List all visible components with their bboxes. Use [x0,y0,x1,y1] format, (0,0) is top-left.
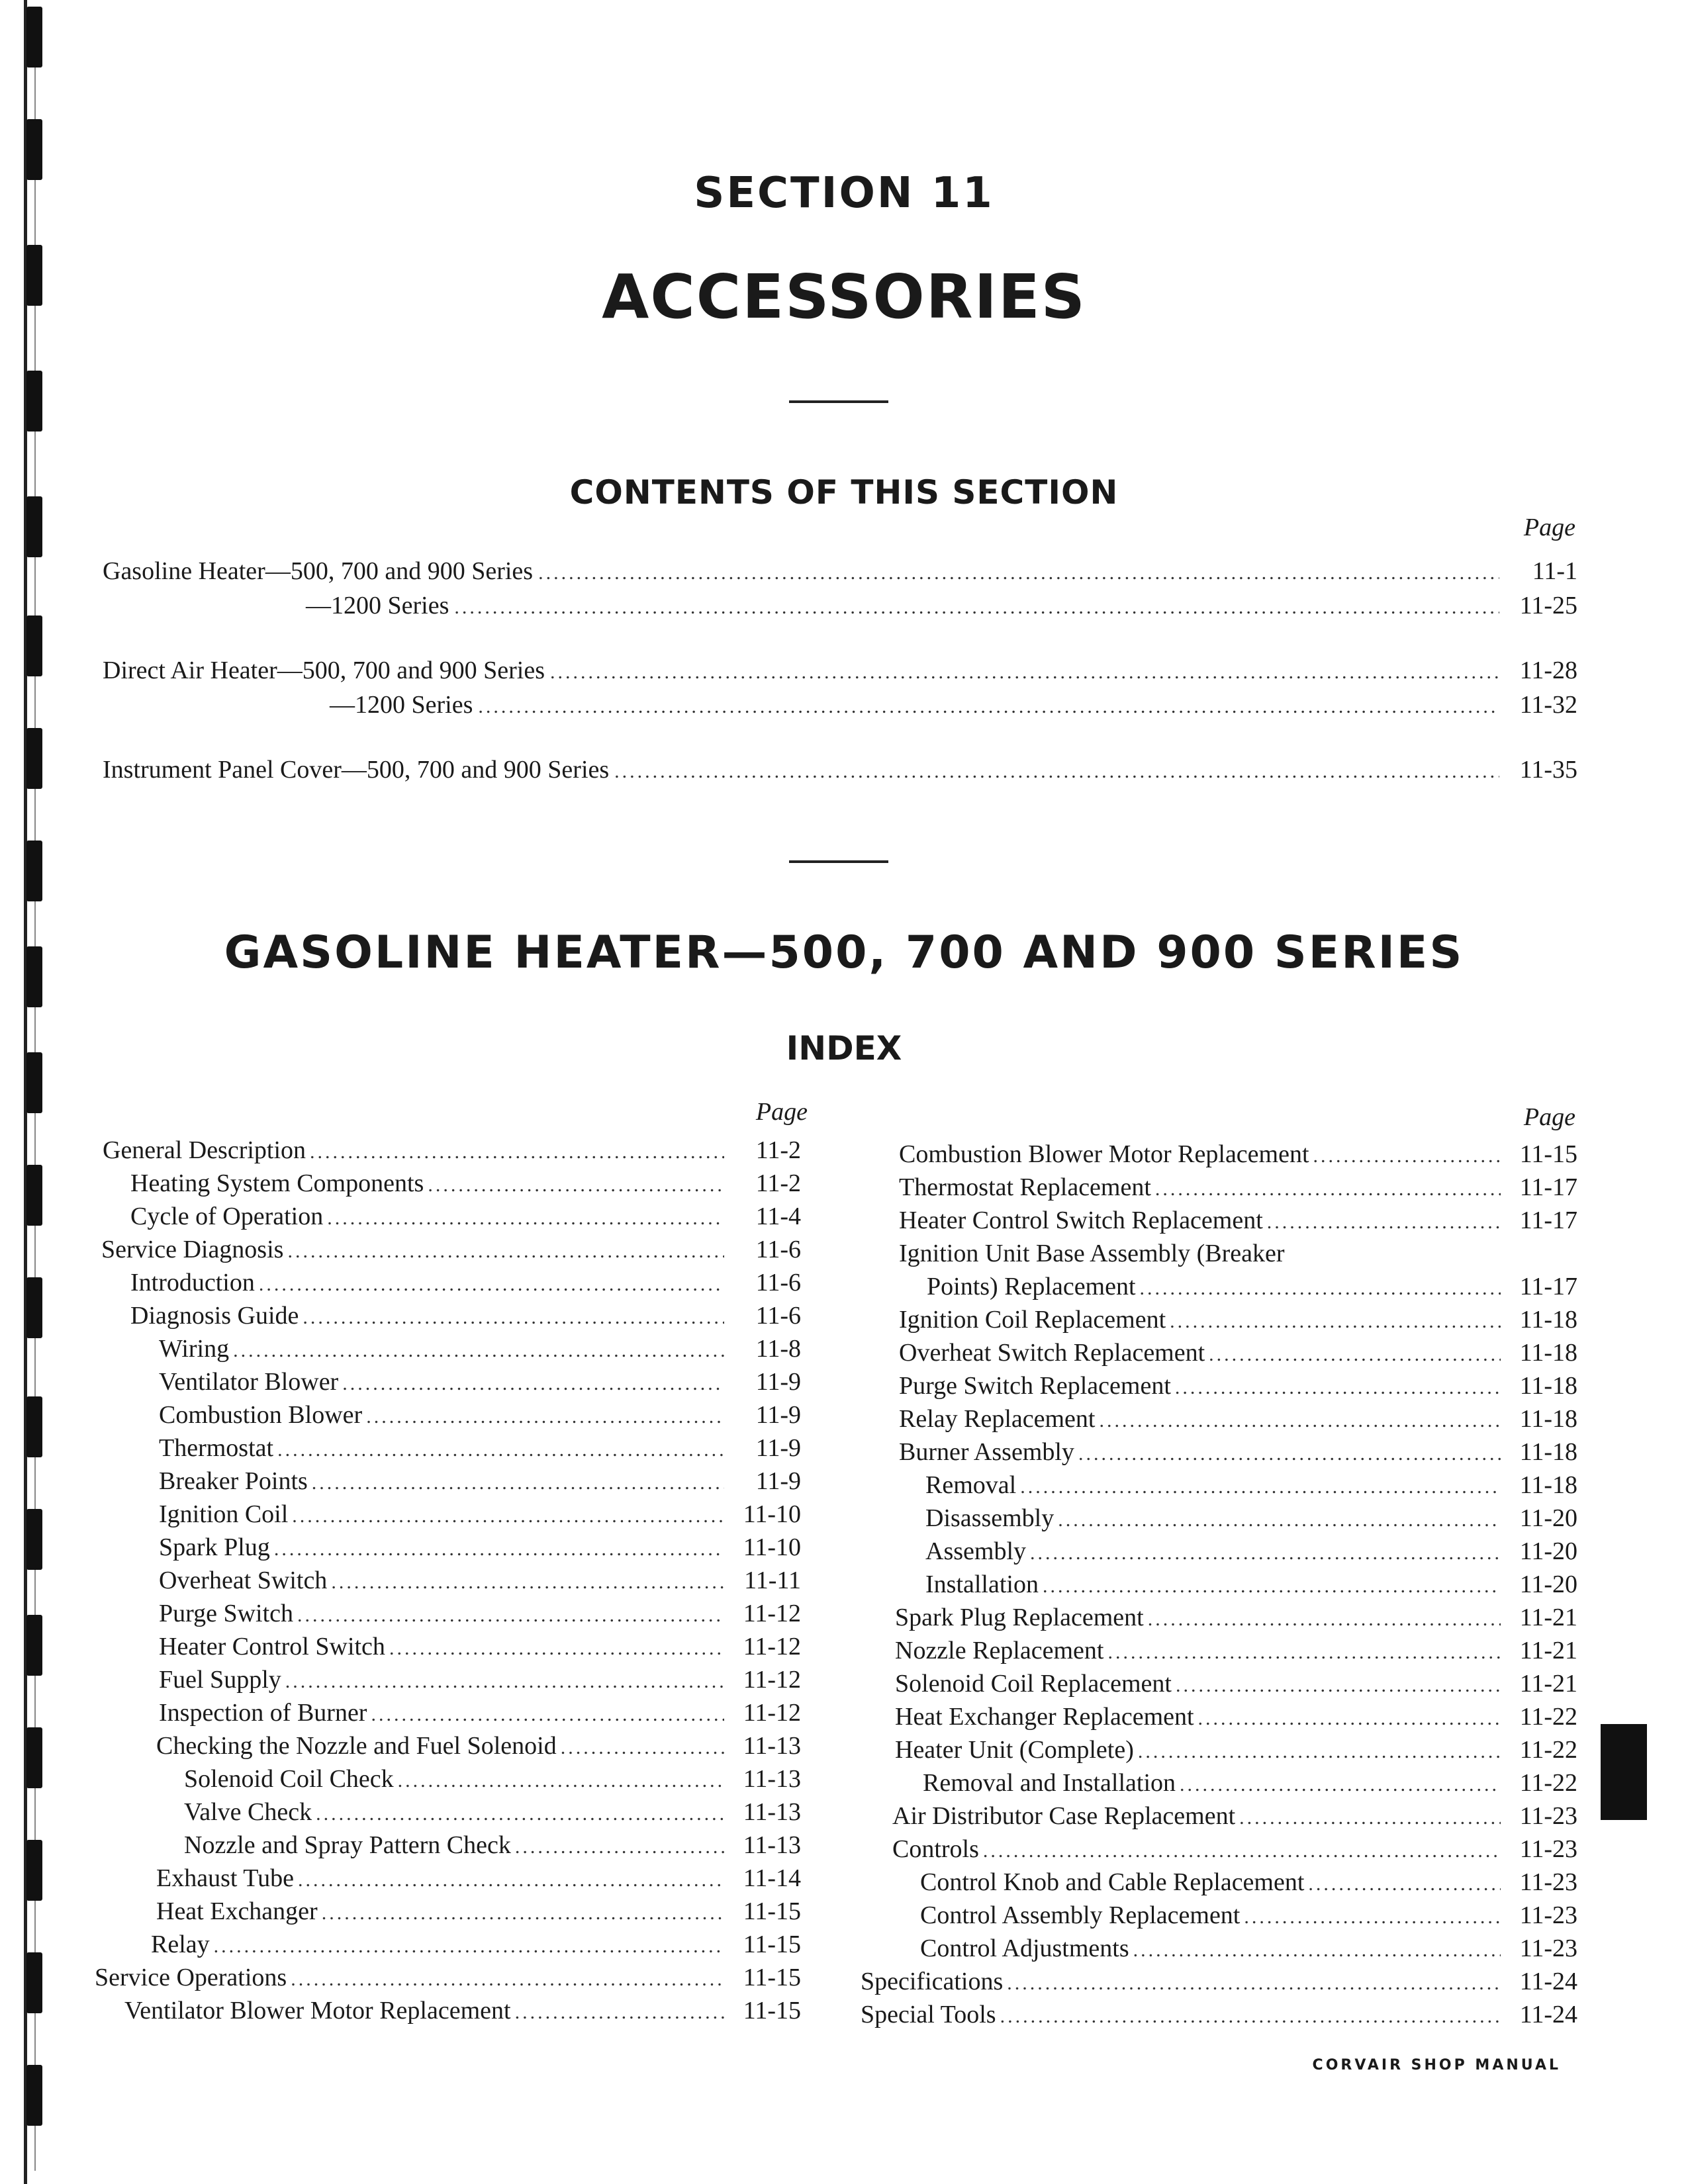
contents-page-label: Page [1523,514,1575,541]
section-title: ACCESSORIES [602,261,1086,332]
index-entry[interactable] [156,1862,801,1896]
leader-dots [312,1467,724,1499]
index-entry[interactable] [159,1399,801,1433]
index-entry-page: 11-22 [1519,1769,1577,1797]
leader-dots [428,1169,724,1201]
index-entry-label: Heater Control Switch Replacement [899,1206,1263,1234]
index-entry-page: 11-13 [743,1798,801,1826]
leader-dots [983,1835,1501,1867]
index-entry[interactable] [899,1138,1577,1172]
leader-dots [1020,1471,1501,1503]
index-entry[interactable] [899,1238,1577,1269]
leader-dots [1140,1273,1501,1304]
leader-dots [371,1699,724,1731]
index-entry-label: Points) Replacement [927,1273,1136,1300]
index-page-label-left: Page [755,1098,808,1126]
index-entry-page: 11-20 [1519,1504,1577,1532]
index-entry-label: Specifications [861,1968,1004,1995]
contents-entry-label: —1200 Series [306,592,449,619]
index-entry-page: 11-17 [1519,1206,1577,1234]
index-entry-label: Combustion Blower [159,1401,363,1429]
index-entry-page: 11-14 [743,1864,801,1892]
leader-dots [214,1931,724,1962]
index-entry-label: Relay [151,1931,210,1958]
page-footer: CORVAIR SHOP MANUAL [1312,2057,1561,2073]
leader-dots [1244,1901,1501,1933]
index-entry-label: Assembly [925,1537,1026,1565]
index-entry-label: Diagnosis Guide [130,1302,299,1330]
index-entry[interactable] [159,1366,801,1400]
binding-tab [26,615,42,676]
index-entry[interactable] [899,1436,1577,1470]
index-entry-label: Overheat Switch [159,1567,328,1594]
contents-entry[interactable] [330,690,1577,722]
leader-dots [454,592,1499,623]
index-entry-page: 11-23 [1519,1901,1577,1929]
leader-dots [310,1136,724,1168]
divider-rule [789,860,888,863]
index-entry-page: 11-15 [743,1897,801,1925]
index-entry[interactable] [895,1734,1577,1768]
index-entry-label: Inspection of Burner [159,1699,367,1727]
index-entry-label: Heater Unit (Complete) [895,1736,1134,1764]
leader-dots [561,1732,724,1764]
leader-dots [342,1368,724,1400]
binding-tab [26,1615,42,1676]
index-entry[interactable] [927,1271,1577,1304]
contents-entry-page: 11-28 [1519,657,1577,684]
index-entry-page: 11-15 [1519,1140,1577,1168]
index-entry-label: Air Distributor Case Replacement [892,1802,1236,1830]
index-entry-page: 11-9 [755,1401,801,1429]
leader-dots [297,1600,724,1631]
binding-tab [26,1509,42,1570]
index-entry[interactable] [923,1767,1577,1801]
index-entry-page: 11-20 [1519,1570,1577,1598]
index-entry-label: Valve Check [184,1798,312,1826]
index-entry-page: 11-21 [1519,1604,1577,1631]
index-entry[interactable] [895,1602,1577,1635]
contents-entry[interactable] [103,655,1577,688]
index-entry[interactable] [159,1697,801,1731]
index-entry-page: 11-12 [743,1666,801,1694]
index-entry[interactable] [925,1535,1577,1569]
index-entry[interactable] [184,1763,801,1797]
index-entry-page: 11-6 [755,1236,801,1263]
index-entry-label: Exhaust Tube [156,1864,294,1892]
index-entry-page: 11-11 [744,1567,801,1594]
index-entry[interactable] [95,1962,801,1995]
contents-entry-page: 11-35 [1519,756,1577,784]
leader-dots [1155,1173,1501,1205]
index-entry-label: Overheat Switch Replacement [899,1339,1205,1367]
index-entry[interactable] [899,1171,1577,1205]
contents-entry-page: 11-25 [1519,592,1577,619]
index-entry[interactable] [159,1333,801,1367]
index-entry-label: Special Tools [861,2001,996,2028]
index-entry-label: Heat Exchanger Replacement [895,1703,1194,1731]
index-entry-label: Control Adjustments [920,1934,1129,1962]
index-entry-page: 11-12 [743,1699,801,1727]
index-entry-page: 11-23 [1519,1835,1577,1863]
index-entry-label: General Description [103,1136,306,1164]
index-entry-label: Disassembly [925,1504,1055,1532]
index-entry[interactable] [130,1300,801,1334]
leader-dots [291,1964,724,1995]
contents-entry[interactable] [103,556,1577,588]
index-entry-page: 11-18 [1519,1471,1577,1499]
index-entry-page: 11-21 [1519,1670,1577,1698]
index-entry-label: Checking the Nozzle and Fuel Solenoid [156,1732,557,1760]
leader-dots [515,1831,724,1863]
leader-dots [1209,1339,1501,1371]
leader-dots [1058,1504,1501,1536]
index-entry-page: 11-22 [1519,1703,1577,1731]
index-entry-page: 11-18 [1519,1405,1577,1433]
index-entry-label: Removal and Installation [923,1769,1176,1797]
index-entry-label: Ventilator Blower [159,1368,339,1396]
index-entry[interactable] [130,1167,801,1201]
index-entry[interactable] [184,1796,801,1830]
index-entry-page: 11-9 [755,1434,801,1462]
leader-dots [1000,2001,1501,2032]
index-entry-label: Thermostat [159,1434,274,1462]
index-entry[interactable] [861,1999,1577,2032]
index-entry[interactable] [159,1664,801,1698]
leader-dots [550,657,1499,688]
leader-dots [1030,1537,1501,1569]
binding-tab [26,2065,42,2126]
section-thumb-tab [1601,1724,1647,1820]
index-entry-page: 11-18 [1519,1339,1577,1367]
leader-dots [277,1434,724,1466]
index-entry-label: Purge Switch Replacement [899,1372,1171,1400]
index-entry-label: Heat Exchanger [156,1897,318,1925]
index-entry[interactable] [159,1598,801,1631]
index-entry-page: 11-13 [743,1732,801,1760]
leader-dots [1313,1140,1501,1172]
leader-dots [298,1864,724,1896]
index-entry[interactable] [925,1469,1577,1503]
leader-dots [1308,1868,1501,1900]
leader-dots [515,1997,724,2028]
binding-tab [26,1165,42,1226]
leader-dots [1175,1372,1501,1404]
index-entry-label: Control Knob and Cable Replacement [920,1868,1305,1896]
leader-dots [538,558,1499,588]
index-entry-page: 11-10 [743,1500,801,1528]
leader-dots [316,1798,724,1830]
index-entry-page: 11-8 [755,1335,801,1363]
index-entry-page: 11-18 [1519,1306,1577,1334]
index-entry[interactable] [861,1966,1577,1999]
index-entry-page: 11-24 [1519,2001,1577,2028]
binding-tab [26,728,42,789]
index-entry[interactable] [159,1631,801,1664]
index-entry[interactable] [103,1134,801,1168]
index-entry-label: Thermostat Replacement [899,1173,1151,1201]
leader-dots [1180,1769,1501,1801]
leader-dots [287,1236,724,1267]
contents-entry-label: —1200 Series [330,691,473,719]
index-entry[interactable] [130,1267,801,1300]
index-entry-label: Relay Replacement [899,1405,1096,1433]
leader-dots [1138,1736,1501,1768]
leader-dots [478,692,1499,722]
leader-dots [1176,1670,1501,1702]
index-entry[interactable] [920,1866,1577,1900]
leader-dots [1043,1570,1501,1602]
index-entry-page: 11-18 [1519,1438,1577,1466]
index-entry[interactable] [159,1432,801,1466]
gasoline-heater-heading: GASOLINE HEATER—500, 700 AND 900 SERIES [224,927,1464,979]
index-entry-page: 11-4 [755,1203,801,1230]
contents-entry[interactable] [306,590,1577,623]
contents-entry-page: 11-32 [1519,691,1577,719]
leader-dots [292,1500,724,1532]
index-entry-label: Installation [925,1570,1039,1598]
leader-dots [1078,1438,1501,1470]
index-entry[interactable] [892,1800,1577,1834]
leader-dots [1007,1968,1501,1999]
index-entry[interactable] [159,1465,801,1499]
leader-dots [389,1633,724,1664]
index-entry[interactable] [899,1337,1577,1371]
index-entry[interactable] [124,1995,801,2028]
index-entry-label: Controls [892,1835,979,1863]
leader-dots [1170,1306,1501,1338]
index-entry-label: Spark Plug [159,1533,270,1561]
leader-dots [1100,1405,1501,1437]
index-page-label-right: Page [1523,1103,1575,1131]
index-entry[interactable] [895,1635,1577,1668]
index-entry-label: Service Diagnosis [101,1236,284,1263]
leader-dots [614,756,1499,787]
index-entry-label: Ventilator Blower Motor Replacement [124,1997,511,2025]
leader-dots [233,1335,724,1367]
binding-tab [26,1952,42,2013]
index-entry-label: Purge Switch [159,1600,294,1627]
index-entry[interactable] [899,1205,1577,1238]
contents-heading: CONTENTS OF THIS SECTION [569,473,1119,512]
index-entry[interactable] [899,1370,1577,1404]
index-entry-page: 11-18 [1519,1372,1577,1400]
leader-dots [1133,1934,1501,1966]
index-entry-label: Spark Plug Replacement [895,1604,1144,1631]
index-entry-label: Solenoid Coil Check [184,1765,394,1793]
leader-dots [322,1897,724,1929]
section-number: SECTION 11 [694,169,994,218]
index-entry[interactable] [899,1403,1577,1437]
binding-tab [26,1727,42,1788]
index-entry-label: Heating System Components [130,1169,424,1197]
index-entry-label: Nozzle Replacement [895,1637,1104,1664]
index-entry-page: 11-23 [1519,1802,1577,1830]
binding-tab [26,1277,42,1338]
index-entry-label: Combustion Blower Motor Replacement [899,1140,1309,1168]
binding-tab [26,1396,42,1457]
leader-dots [274,1533,724,1565]
index-entry-label: Fuel Supply [159,1666,281,1694]
index-entry-label: Control Assembly Replacement [920,1901,1241,1929]
index-entry-page: 11-13 [743,1831,801,1859]
index-entry[interactable] [895,1668,1577,1702]
index-entry[interactable] [159,1565,801,1598]
index-entry-label: Breaker Points [159,1467,308,1495]
index-entry-label: Ignition Coil Replacement [899,1306,1166,1334]
binding-tab [26,841,42,901]
index-heading: INDEX [786,1029,902,1068]
index-entry-page: 11-15 [743,1997,801,2025]
index-entry-page: 11-6 [755,1302,801,1330]
index-entry-label: Ignition Unit Base Assembly (Breaker [899,1240,1285,1267]
index-entry[interactable] [925,1502,1577,1536]
index-entry[interactable] [920,1899,1577,1933]
index-entry-page: 11-12 [743,1633,801,1661]
index-entry-page: 11-24 [1519,1968,1577,1995]
index-entry-page: 11-10 [743,1533,801,1561]
leader-dots [285,1666,724,1698]
index-entry-page: 11-6 [755,1269,801,1297]
index-entry-page: 11-23 [1519,1934,1577,1962]
leader-dots [1267,1206,1501,1238]
index-entry-page: 11-2 [755,1169,801,1197]
binding-tab [26,1840,42,1901]
contents-entry-label: Instrument Panel Cover—500, 700 and 900 Series [103,756,610,784]
leader-dots [331,1567,724,1598]
index-entry[interactable] [920,1933,1577,1966]
leader-dots [1148,1604,1501,1635]
index-entry-page: 11-15 [743,1931,801,1958]
index-entry[interactable] [101,1234,801,1267]
index-entry-label: Introduction [130,1269,255,1297]
contents-entry-page: 11-1 [1532,557,1577,585]
index-entry[interactable] [159,1531,801,1565]
leader-dots [1198,1703,1501,1735]
binding-tab [26,371,42,432]
index-entry[interactable] [899,1304,1577,1338]
index-entry-page: 11-15 [743,1964,801,1991]
index-entry[interactable] [895,1701,1577,1735]
index-entry-page: 11-9 [755,1368,801,1396]
divider-rule [789,400,888,403]
index-entry[interactable] [156,1895,801,1929]
contents-entry[interactable] [103,754,1577,787]
index-entry-label: Heater Control Switch [159,1633,385,1661]
contents-entry-label: Direct Air Heater—500, 700 and 900 Series [103,657,545,684]
index-entry-page: 11-22 [1519,1736,1577,1764]
index-entry-page: 11-17 [1519,1273,1577,1300]
index-entry[interactable] [156,1730,801,1764]
leader-dots [259,1269,724,1300]
leader-dots [398,1765,724,1797]
binding-tab [26,7,42,68]
index-entry-label: Nozzle and Spray Pattern Check [184,1831,511,1859]
index-entry-label: Removal [925,1471,1017,1499]
index-entry-page: 11-21 [1519,1637,1577,1664]
index-entry[interactable] [159,1498,801,1532]
index-entry-page: 11-13 [743,1765,801,1793]
index-entry-label: Solenoid Coil Replacement [895,1670,1172,1698]
index-entry[interactable] [925,1569,1577,1602]
index-entry-page: 11-9 [755,1467,801,1495]
index-entry-label: Service Operations [95,1964,287,1991]
contents-entry-label: Gasoline Heater—500, 700 and 900 Series [103,557,534,585]
index-entry-label: Wiring [159,1335,230,1363]
index-entry-page: 11-17 [1519,1173,1577,1201]
leader-dots [1239,1802,1501,1834]
leader-dots [303,1302,724,1334]
index-entry-label: Cycle of Operation [130,1203,324,1230]
index-entry-page: 11-2 [755,1136,801,1164]
leader-dots [327,1203,724,1234]
index-entry[interactable] [184,1829,801,1863]
index-entry[interactable] [130,1201,801,1234]
leader-dots [366,1401,724,1433]
index-entry[interactable] [892,1833,1577,1867]
index-entry[interactable] [151,1929,801,1962]
leader-dots [1107,1637,1501,1668]
index-entry-page: 11-12 [743,1600,801,1627]
index-entry-label: Ignition Coil [159,1500,289,1528]
index-entry-page: 11-23 [1519,1868,1577,1896]
index-entry-page: 11-20 [1519,1537,1577,1565]
index-entry-label: Burner Assembly [899,1438,1074,1466]
